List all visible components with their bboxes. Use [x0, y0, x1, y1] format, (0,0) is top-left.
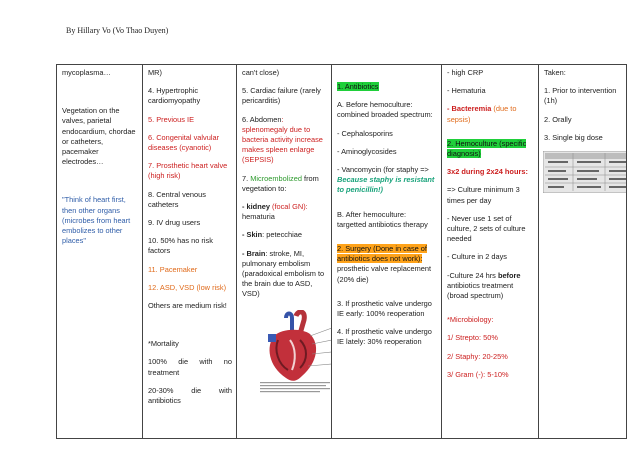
text-line	[242, 230, 327, 240]
text-line	[447, 104, 534, 124]
text-line: Taken:	[544, 68, 566, 77]
notes-table	[56, 64, 627, 439]
text-span: : splenomegaly due to bacteria activity increase makes spleen enlarge	[242, 114, 323, 155]
highlight-text: 1. Antibiotics	[337, 82, 379, 91]
text-span: - Bacteremia	[447, 104, 492, 114]
text-line: 3x2 during 2x24 hours:	[447, 167, 528, 177]
text-span: : petecchiae	[262, 230, 302, 240]
text-span: antibiotics treatment (broad spectrum)	[447, 280, 514, 301]
text-line: Vegetation on the valves, parietal endocardium, chordae or catheters, pacemaker electrodes…	[62, 106, 136, 167]
text-line	[447, 139, 534, 159]
text-line: "Think of heart first, then other organs (microbes from heart embolizes to other places"	[62, 195, 131, 246]
text-line: Others are medium risk!	[148, 301, 227, 311]
text-line: 9. IV drug users	[148, 218, 201, 228]
text-span: 7.	[242, 173, 251, 183]
text-line: - Aminoglycosides	[337, 146, 397, 156]
text-span: (focal GN):	[269, 202, 308, 212]
text-line: *Mortality	[148, 339, 179, 349]
cell-prophylaxis	[539, 65, 627, 439]
text-line: - Vancomycin (for staphy =>	[337, 165, 429, 175]
text-line: 5. Cardiac failure (rarely pericarditis)	[242, 86, 321, 106]
cell-definition	[57, 65, 143, 439]
text-line: 1/ Strepto: 50%	[447, 333, 498, 343]
text-line: 1. Prior to intervention (1h)	[544, 86, 617, 106]
text-line: A. Before hemoculture: combined broaded spectrum:	[337, 100, 433, 120]
text-line	[447, 271, 534, 302]
text-line: => Culture minimum 3 times per day	[447, 185, 520, 205]
text-span: -Culture 24 hrs	[447, 270, 498, 280]
table-row	[57, 65, 627, 439]
heart-diagram-image	[256, 310, 332, 396]
text-line: 10. 50% has no risk factors	[148, 236, 213, 256]
lab-table-image	[543, 151, 627, 193]
text-line: - Hematuria	[447, 86, 486, 96]
text-line: 20-30% die with antibiotics	[148, 385, 232, 406]
text-span: : stroke, MI, pulmonary embolism (paradoxical embolism to the brain due to ASD, VSD)	[242, 248, 325, 299]
text-line: 7. Prosthetic heart valve (high risk)	[148, 161, 228, 181]
text-line: 100% die with no treatment	[148, 357, 232, 377]
text-span: (due to sepsis)	[447, 104, 517, 124]
text-line: - Never use 1 set of culture, 2 sets of culture needed	[447, 213, 526, 244]
cell-diagnosis	[442, 65, 539, 439]
cell-risk-factors	[143, 65, 237, 439]
text-line: - high CRP	[447, 68, 484, 77]
text-line	[337, 82, 437, 92]
text-line	[242, 202, 327, 222]
text-span: from vegetation to:	[242, 173, 319, 193]
text-line: 4. Hypertrophic cardiomyopathy	[148, 86, 201, 106]
text-span: 6. Abdomen	[242, 114, 282, 124]
document-author: By Hillary Vo (Vo Thao Duyen)	[66, 26, 169, 35]
text-line: 2. Orally	[544, 114, 572, 124]
text-line: Because staphy is resistant to penicillin!)	[337, 175, 435, 195]
text-line: - Cephalosporins	[337, 128, 393, 138]
text-line: 12. ASD, VSD (low risk)	[148, 282, 227, 292]
text-span: - kidney	[242, 202, 270, 212]
text-line: *Microbiology:	[447, 315, 494, 325]
text-line: 4. If prosthetic valve undergo IE lately: 30% reoperation	[337, 327, 432, 347]
text-line	[242, 115, 327, 166]
text-line: 5. Previous IE	[148, 114, 195, 124]
text-line: 8. Central venous catheters	[148, 189, 206, 209]
text-line	[242, 174, 327, 194]
text-span: hematuria	[242, 212, 275, 222]
text-span: (SEPSIS)	[242, 155, 274, 165]
text-line: 3/ Gram (-): 5-10%	[447, 369, 509, 379]
text-line: 11. Pacemaker	[148, 264, 198, 274]
text-line: - Culture in 2 days	[447, 252, 507, 262]
text-line	[242, 249, 327, 300]
text-line	[337, 244, 437, 264]
cell-symptoms	[237, 65, 332, 439]
text-line: 3. Single big dose	[544, 132, 603, 142]
text-span: before	[497, 270, 521, 280]
text-line: 6. Congenital valvular diseases (cyanotic)	[148, 132, 220, 153]
cell-treatment	[332, 65, 442, 439]
text-span: - Brain	[242, 248, 266, 258]
text-span: Microembolized	[250, 173, 302, 183]
text-line: MR)	[148, 68, 162, 77]
text-line: mycoplasma…	[62, 68, 111, 77]
text-line: prosthetic valve replacement (20% die)	[337, 264, 432, 284]
highlight-text: 2. Surgery (Done in case of antibiotics does not work):	[337, 244, 427, 264]
text-line: 2/ Staphy: 20-25%	[447, 351, 508, 361]
text-span: - Skin	[242, 230, 263, 240]
highlight-text: 2. Hemoculture (specific diagnosis)	[447, 138, 527, 159]
text-line: 3. If prosthetic valve undergo IE early: 100% reoperation	[337, 298, 432, 319]
text-line: B. After hemoculture: targetted antibiotics therapy	[337, 209, 428, 229]
text-line: can't close)	[242, 68, 280, 77]
